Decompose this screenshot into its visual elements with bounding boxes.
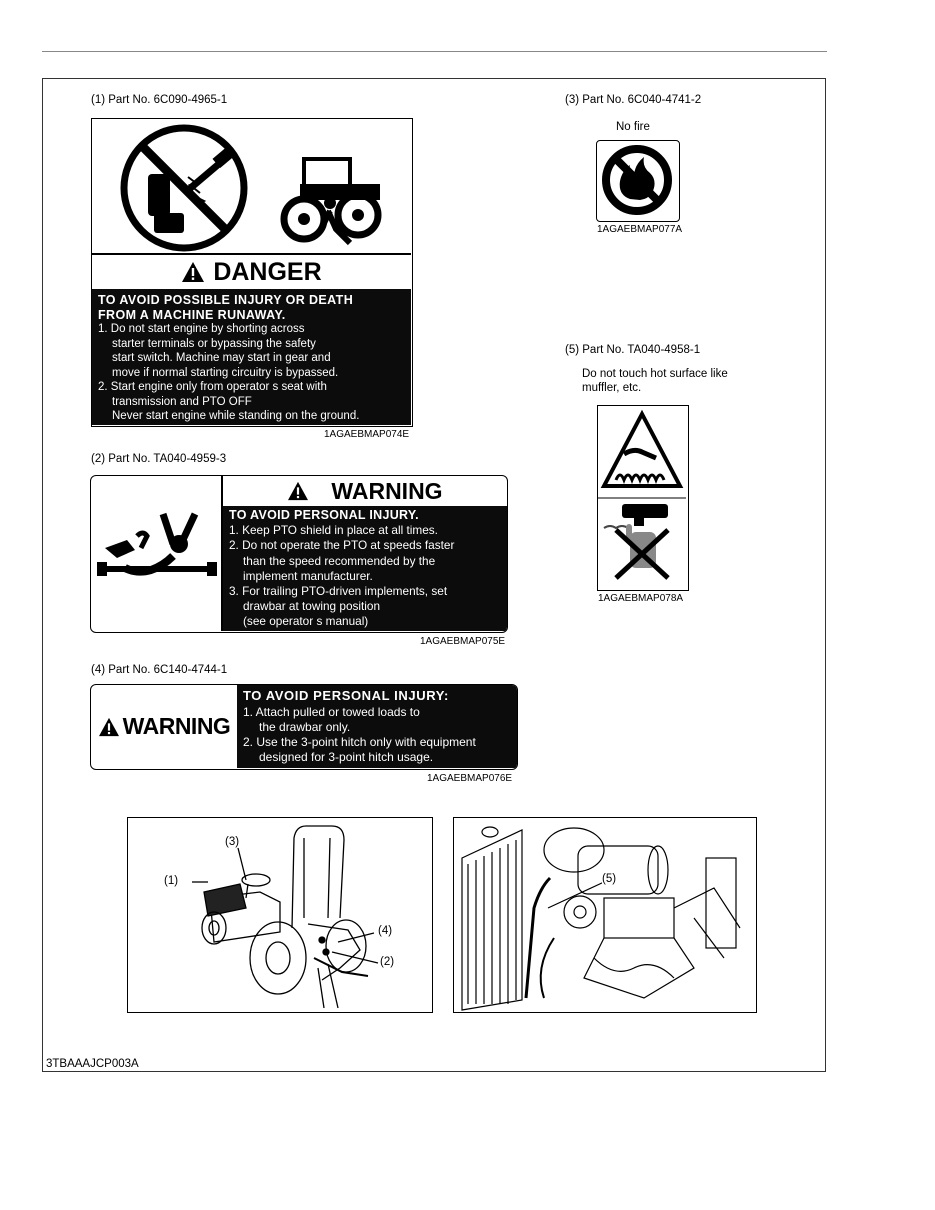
label-1-heading-line-2: FROM A MACHINE RUNAWAY.: [98, 307, 286, 322]
label-4-line: the drawbar only.: [259, 720, 351, 734]
label-1-message-panel: [92, 289, 411, 425]
no-fire-icon: [597, 141, 677, 219]
label-5-caption-line-1: Do not touch hot surface like: [582, 368, 728, 380]
label-4-heading: TO AVOID PERSONAL INJURY:: [243, 688, 449, 703]
label-1-figure-code: 1AGAEBMAP074E: [324, 429, 410, 440]
label-1-part-number: (1) Part No. 6C090-4965-1: [91, 94, 228, 106]
label-1-line: 2. Start engine only from operator s seat with: [98, 381, 327, 393]
figure-callout: (3): [225, 836, 240, 848]
label-4-line: 2. Use the 3-point hitch only with equipment: [243, 735, 476, 749]
label-2-pictogram: [91, 476, 221, 631]
label-1-signal-word: DANGER: [213, 257, 322, 286]
label-2-line: 3. For trailing PTO-driven implements, set: [229, 584, 448, 599]
label-3-part-number: (3) Part No. 6C040-4741-2: [565, 94, 702, 106]
tractor-label-locations-figure: [127, 817, 433, 1013]
label-1-line: move if normal starting circuitry is bypassed.: [112, 366, 339, 379]
label-3-no-fire-decal: [596, 140, 680, 222]
label-1-danger-decal: [91, 118, 413, 427]
label-2-instructions: [229, 523, 501, 629]
label-4-warning-decal: [90, 684, 518, 770]
label-2-line: drawbar at towing position: [243, 599, 381, 614]
label-4-part-number: (4) Part No. 6C140-4744-1: [91, 664, 228, 676]
label-3-figure-code: 1AGAEBMAP077A: [597, 224, 683, 235]
label-1-pictograms: [92, 119, 411, 253]
label-2-message-panel: [223, 506, 507, 631]
label-4-signal-word: WARNING: [122, 713, 231, 739]
label-2-line: than the speed recommended by the: [243, 553, 436, 568]
warning-triangle-icon: [287, 481, 309, 501]
label-1-heading-line-1: TO AVOID POSSIBLE INJURY OR DEATH: [98, 293, 354, 307]
label-4-instructions: [243, 705, 511, 765]
label-2-signal-word: WARNING: [331, 477, 443, 504]
label-2-warning-decal: [90, 475, 508, 633]
label-2-line: 1. Keep PTO shield in place at all times.: [229, 523, 438, 538]
label-5-part-number: (5) Part No. TA040-4958-1: [565, 344, 701, 356]
label-1-signal-row: [92, 255, 411, 289]
label-4-signal-row: [91, 685, 237, 768]
label-1-line: 1. Do not start engine by shorting across: [98, 323, 305, 335]
label-5-figure-code: 1AGAEBMAP078A: [598, 593, 684, 604]
label-2-line: implement manufacturer.: [243, 568, 373, 583]
tractor-drawing: [128, 818, 431, 1011]
label-1-line: start switch. Machine may start in gear and: [112, 352, 331, 364]
label-2-part-number: (2) Part No. TA040-4959-3: [91, 453, 227, 465]
figure-callout: (5): [602, 873, 617, 885]
figure-callout: (4): [378, 925, 393, 937]
header-rule: [42, 51, 827, 52]
label-2-figure-code: 1AGAEBMAP075E: [420, 636, 506, 647]
engine-drawing: [454, 818, 755, 1011]
label-2-heading: TO AVOID PERSONAL INJURY.: [229, 508, 419, 522]
engine-compartment-figure: [453, 817, 757, 1013]
label-1-instructions: [98, 322, 405, 424]
pto-entanglement-pictogram: [91, 476, 221, 631]
figure-callout: (2): [380, 956, 395, 968]
label-2-line: (see operator s manual): [243, 614, 369, 629]
label-4-message-panel: [237, 685, 517, 768]
hot-surface-pictogram: [598, 406, 686, 588]
label-4-line: 1. Attach pulled or towed loads to: [243, 705, 420, 719]
label-3-caption: No fire: [616, 121, 650, 133]
no-shorting-runaway-pictogram: [92, 119, 411, 253]
label-1-line: starter terminals or bypassing the safety: [112, 337, 316, 350]
warning-triangle-icon: [181, 261, 205, 283]
page-figure-code: 3TBAAAJCP003A: [46, 1058, 139, 1070]
label-5-hot-surface-decal: [597, 405, 689, 591]
label-2-line: 2. Do not operate the PTO at speeds faster: [229, 538, 455, 553]
label-2-signal-row: [223, 476, 507, 506]
label-1-line: transmission and PTO OFF: [112, 395, 252, 408]
label-4-figure-code: 1AGAEBMAP076E: [427, 773, 513, 784]
figure-callout: (1): [164, 875, 179, 887]
warning-triangle-icon: [98, 717, 120, 737]
label-4-line: designed for 3-point hitch usage.: [259, 750, 434, 764]
label-5-caption-line-2: muffler, etc.: [582, 382, 642, 394]
label-1-line: Never start engine while standing on the ground.: [112, 410, 360, 422]
